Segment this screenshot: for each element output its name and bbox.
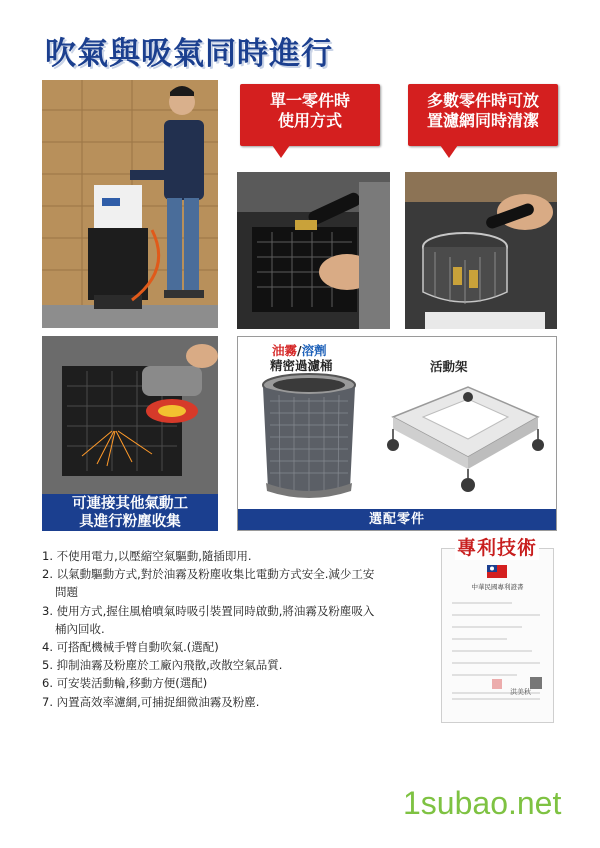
feature-item-2-cont: 問題 <box>55 585 78 600</box>
feature-item-3-cont: 桶內回收. <box>55 621 105 636</box>
optional-parts-footer: 選配零件 <box>238 509 556 530</box>
machine-operator-photo <box>42 80 218 328</box>
mobile-cart-image <box>373 377 553 497</box>
feature-item-7: 7. 內置高效率濾網,可捕捉細微油霧及粉塵. <box>42 694 260 709</box>
oil-mist-label: 油霧 <box>272 343 298 358</box>
multi-part-basket-photo <box>405 172 557 329</box>
optional-parts-panel <box>237 336 557 531</box>
feature-item-3: 3. 使用方式,握住風槍噴氣時吸引裝置同時啟動,將油霧及粉塵吸入 <box>42 603 375 618</box>
solvent-label: 溶劑 <box>301 343 327 358</box>
grinder-caption-line1: 可連接其他氣動工 <box>72 496 188 512</box>
filter-canister-image <box>254 371 364 501</box>
callout-single-line1: 單一零件時 <box>269 91 350 110</box>
feature-item-1: 1. 不使用電力,以壓縮空氣驅動,隨插即用. <box>42 549 252 563</box>
filter-label-main: 精密過濾桶 <box>270 358 333 373</box>
patent-certificate <box>441 548 554 723</box>
taiwan-flag-icon <box>487 565 507 578</box>
feature-item-2: 2. 以氣動驅動方式,對於油霧及粉塵收集比電動方式安全.減少工安 <box>42 567 375 582</box>
single-part-usage-photo <box>237 172 390 329</box>
label-separator: / <box>297 343 302 358</box>
callout-multi-line1: 多數零件時可放 <box>426 91 539 110</box>
callout-single-line2: 使用方式 <box>277 111 342 130</box>
grinder-dust-photo <box>42 336 218 531</box>
certificate-title: 中華民國專利證書 <box>471 583 524 591</box>
feature-item-5: 5. 抑制油霧及粉塵於工廠內飛散,改散空氣品質. <box>42 658 283 673</box>
callout-multi-line2: 置濾網同時清潔 <box>426 111 539 130</box>
feature-item-4: 4. 可搭配機械手臂自動吹氣.(選配) <box>42 640 219 655</box>
certificate-signature: 洪美秋 <box>510 688 531 696</box>
site-watermark: 1subao.net <box>403 785 562 821</box>
callout-multi-part <box>408 84 558 146</box>
grinder-caption <box>42 494 218 531</box>
feature-list <box>42 547 422 711</box>
callout-single-part <box>240 84 380 146</box>
grinder-caption-line2: 具進行粉塵收集 <box>79 514 181 530</box>
feature-item-6: 6. 可安裝活動輪,移動方便(選配) <box>42 676 208 691</box>
cart-label: 活動架 <box>430 359 468 374</box>
page-title: 吹氣與吸氣同時進行 <box>45 36 333 72</box>
patent-heading: 專利技術 <box>455 533 539 560</box>
